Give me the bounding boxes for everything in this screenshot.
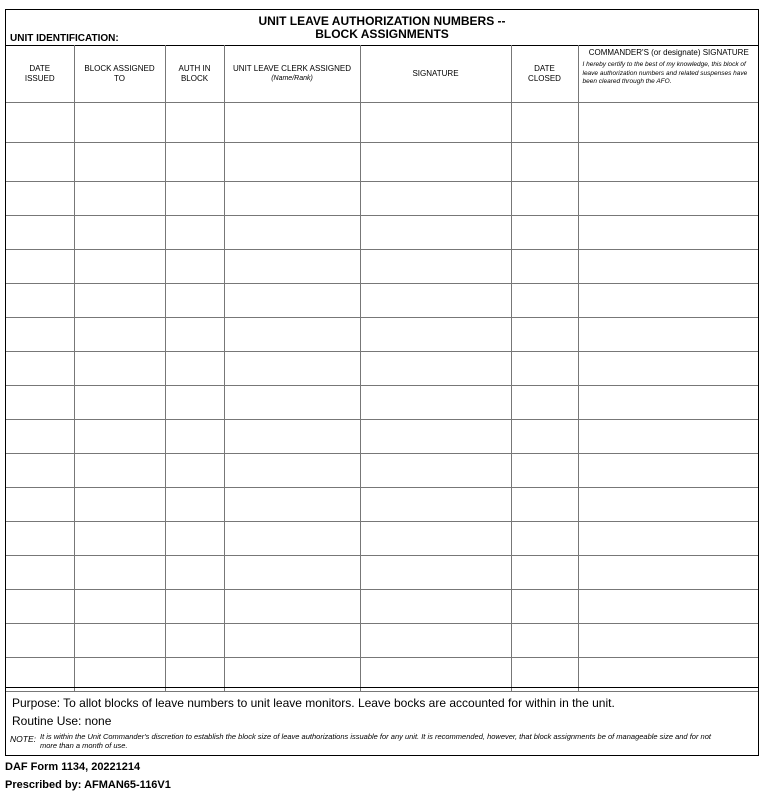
entry-cell[interactable]: [360, 318, 511, 352]
entry-cell[interactable]: [224, 488, 360, 522]
entry-cell[interactable]: [6, 352, 74, 386]
entry-cell[interactable]: [511, 352, 578, 386]
col-block-assigned-to: BLOCK ASSIGNED TO: [74, 45, 165, 103]
entry-cell[interactable]: [578, 420, 758, 454]
entry-cell[interactable]: [74, 216, 165, 250]
table-row: [6, 590, 758, 624]
entry-cell[interactable]: [224, 250, 360, 284]
entry-cell[interactable]: [360, 522, 511, 556]
entry-cell[interactable]: [74, 352, 165, 386]
entry-cell[interactable]: [6, 454, 74, 488]
entry-cell[interactable]: [74, 454, 165, 488]
entry-cell[interactable]: [74, 488, 165, 522]
entry-cell[interactable]: [165, 624, 224, 658]
col-clerk-assigned: UNIT LEAVE CLERK ASSIGNED (Name/Rank): [224, 45, 360, 103]
entry-cell[interactable]: [6, 103, 74, 143]
table-body: [6, 103, 758, 692]
entry-cell[interactable]: [224, 454, 360, 488]
table-header-row: [6, 45, 758, 103]
entry-cell[interactable]: [511, 250, 578, 284]
entry-cell[interactable]: [74, 522, 165, 556]
entry-cell[interactable]: [511, 284, 578, 318]
entry-cell[interactable]: [165, 352, 224, 386]
entry-cell[interactable]: [165, 420, 224, 454]
entry-cell[interactable]: [74, 420, 165, 454]
entry-cell[interactable]: [578, 556, 758, 590]
entry-cell[interactable]: [578, 590, 758, 624]
entry-cell[interactable]: [578, 522, 758, 556]
entry-cell[interactable]: [360, 420, 511, 454]
entry-cell[interactable]: [578, 103, 758, 143]
prescribed-by: Prescribed by: AFMAN65-116V1: [5, 779, 171, 791]
note-text: It is within the Unit Commander's discretion to establish the block size of leave authorizations issuable for any unit. It is recommended, however, that block assignments be of manageable size and for not more than a month of use.: [40, 732, 711, 750]
table-row: [6, 182, 758, 216]
entry-cell[interactable]: [360, 103, 511, 143]
form-title-line-2: BLOCK ASSIGNMENTS: [315, 27, 449, 41]
entry-cell[interactable]: [6, 318, 74, 352]
table-row: [6, 318, 758, 352]
entry-cell[interactable]: [6, 143, 74, 182]
entry-cell[interactable]: [224, 590, 360, 624]
entry-cell[interactable]: [578, 250, 758, 284]
entry-cell[interactable]: [165, 590, 224, 624]
purpose-text: Purpose: To allot blocks of leave numbers to unit leave monitors. Leave bocks are accounted for within in the unit.: [12, 696, 615, 710]
entry-cell[interactable]: [6, 250, 74, 284]
entry-cell[interactable]: [511, 624, 578, 658]
entry-cell[interactable]: [165, 556, 224, 590]
entry-cell[interactable]: [578, 488, 758, 522]
entry-cell[interactable]: [224, 284, 360, 318]
entry-cell[interactable]: [360, 556, 511, 590]
entry-cell[interactable]: [74, 386, 165, 420]
entry-cell[interactable]: [578, 624, 758, 658]
commander-certification-text: I hereby certify to the best of my knowledge, this block of leave authorization numbers and related suspenses have been cleared through the AFO.: [582, 61, 748, 85]
entry-cell[interactable]: [578, 352, 758, 386]
entry-cell[interactable]: [224, 103, 360, 143]
table-row: [6, 420, 758, 454]
table-row: [6, 103, 758, 143]
entry-cell[interactable]: [578, 454, 758, 488]
form-title: [6, 15, 758, 41]
entry-cell[interactable]: [511, 522, 578, 556]
form-number: DAF Form 1134, 20221214: [5, 761, 141, 773]
entry-cell[interactable]: [511, 143, 578, 182]
entry-cell[interactable]: [165, 454, 224, 488]
commander-signature-title: COMMANDER'S (or designate) SIGNATURE: [588, 48, 749, 57]
entry-cell[interactable]: [165, 182, 224, 216]
entry-cell[interactable]: [74, 590, 165, 624]
entry-cell[interactable]: [360, 386, 511, 420]
entry-cell[interactable]: [165, 250, 224, 284]
entry-cell[interactable]: [6, 556, 74, 590]
entry-cell[interactable]: [224, 522, 360, 556]
entry-cell[interactable]: [165, 103, 224, 143]
form-header: [6, 10, 758, 46]
entry-cell[interactable]: [224, 386, 360, 420]
entry-cell[interactable]: [578, 318, 758, 352]
col-signature: SIGNATURE: [360, 45, 511, 103]
entry-cell[interactable]: [224, 420, 360, 454]
entry-cell[interactable]: [511, 590, 578, 624]
entry-cell[interactable]: [74, 556, 165, 590]
entry-cell[interactable]: [165, 522, 224, 556]
entry-cell[interactable]: [224, 624, 360, 658]
entry-cell[interactable]: [224, 556, 360, 590]
table-row: [6, 143, 758, 182]
col-date-issued: DATE ISSUED: [6, 45, 74, 103]
leave-block-assignment-form: [5, 9, 759, 756]
entry-cell[interactable]: [511, 454, 578, 488]
assignment-table: [6, 45, 758, 692]
col-commander-signature: [578, 45, 758, 103]
entry-cell[interactable]: [6, 420, 74, 454]
col-date-closed: DATE CLOSED: [511, 45, 578, 103]
table-row: [6, 216, 758, 250]
entry-cell[interactable]: [165, 488, 224, 522]
note-label: NOTE:: [10, 734, 36, 744]
routine-use-text: Routine Use: none: [12, 714, 112, 728]
form-title-line-1: UNIT LEAVE AUTHORIZATION NUMBERS --: [258, 14, 506, 28]
entry-cell[interactable]: [511, 182, 578, 216]
entry-cell[interactable]: [6, 488, 74, 522]
entry-cell[interactable]: [511, 420, 578, 454]
entry-cell[interactable]: [360, 488, 511, 522]
entry-cell[interactable]: [224, 216, 360, 250]
entry-cell[interactable]: [578, 182, 758, 216]
entry-cell[interactable]: [74, 284, 165, 318]
entry-cell[interactable]: [511, 488, 578, 522]
entry-cell[interactable]: [224, 352, 360, 386]
entry-cell[interactable]: [74, 250, 165, 284]
entry-cell[interactable]: [165, 318, 224, 352]
table-row: [6, 284, 758, 318]
entry-cell[interactable]: [511, 386, 578, 420]
entry-cell[interactable]: [578, 216, 758, 250]
col-auth-in-block: AUTH IN BLOCK: [165, 45, 224, 103]
table-row: [6, 250, 758, 284]
entry-cell[interactable]: [6, 386, 74, 420]
entry-cell[interactable]: [74, 182, 165, 216]
entry-cell[interactable]: [360, 216, 511, 250]
entry-cell[interactable]: [165, 143, 224, 182]
entry-cell[interactable]: [6, 216, 74, 250]
entry-cell[interactable]: [360, 182, 511, 216]
entry-cell[interactable]: [165, 284, 224, 318]
table-row: [6, 352, 758, 386]
entry-cell[interactable]: [360, 590, 511, 624]
entry-cell[interactable]: [74, 318, 165, 352]
entry-cell[interactable]: [511, 318, 578, 352]
entry-cell[interactable]: [578, 284, 758, 318]
entry-cell[interactable]: [511, 103, 578, 143]
table-row: [6, 556, 758, 590]
table-row: [6, 386, 758, 420]
entry-cell[interactable]: [6, 624, 74, 658]
entry-cell[interactable]: [74, 103, 165, 143]
table-row: [6, 624, 758, 658]
entry-cell[interactable]: [360, 250, 511, 284]
entry-cell[interactable]: [224, 182, 360, 216]
entry-cell[interactable]: [578, 386, 758, 420]
entry-cell[interactable]: [360, 352, 511, 386]
entry-cell[interactable]: [6, 284, 74, 318]
entry-cell[interactable]: [578, 143, 758, 182]
entry-cell[interactable]: [224, 318, 360, 352]
entry-cell[interactable]: [6, 522, 74, 556]
entry-cell[interactable]: [360, 624, 511, 658]
table-row: [6, 454, 758, 488]
entry-cell[interactable]: [165, 386, 224, 420]
unit-identification-label: UNIT IDENTIFICATION:: [10, 33, 119, 44]
entry-cell[interactable]: [6, 182, 74, 216]
table-row: [6, 488, 758, 522]
entry-cell[interactable]: [74, 143, 165, 182]
entry-cell[interactable]: [511, 216, 578, 250]
entry-cell[interactable]: [6, 590, 74, 624]
entry-cell[interactable]: [224, 143, 360, 182]
entry-cell[interactable]: [74, 624, 165, 658]
form-footer: [6, 687, 758, 756]
table-row: [6, 522, 758, 556]
entry-cell[interactable]: [360, 143, 511, 182]
entry-cell[interactable]: [165, 216, 224, 250]
entry-cell[interactable]: [360, 454, 511, 488]
entry-cell[interactable]: [360, 284, 511, 318]
entry-cell[interactable]: [511, 556, 578, 590]
